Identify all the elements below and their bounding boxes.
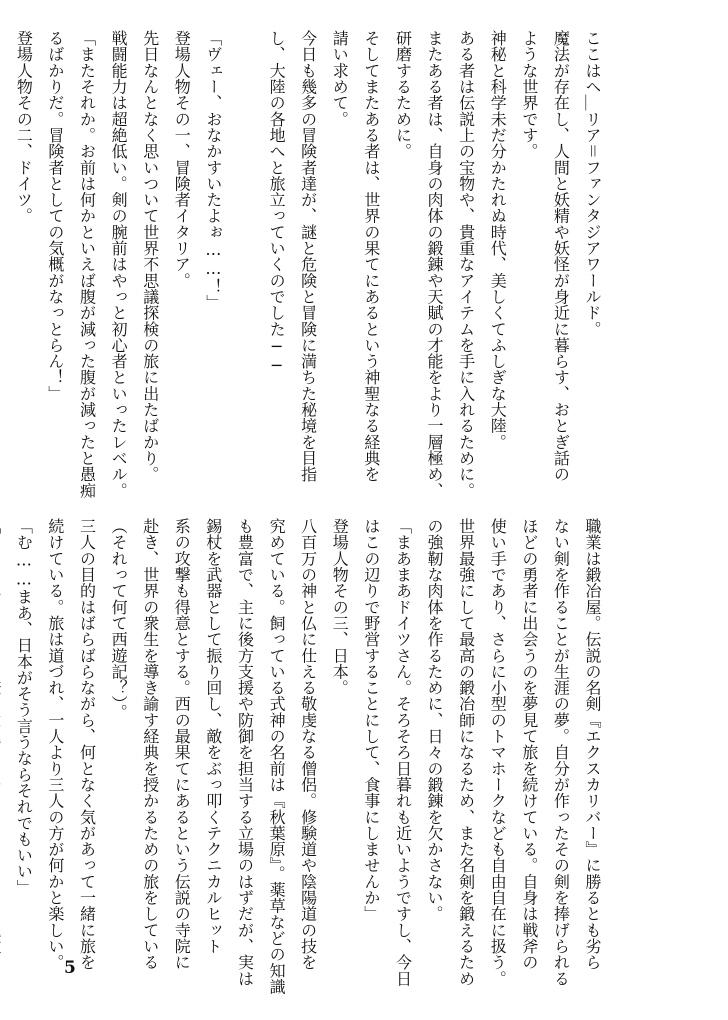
text-line: ほどの勇者に出会うのを夢見て旅を続けている。自身は戦斧の (519, 518, 539, 971)
text-line: ある者は伝説上の宝物や、貴重なアイテムを手に入れるために。 (456, 30, 476, 499)
text-line: 請い求めて。 (330, 30, 350, 127)
text-line: ような世界です。 (519, 30, 539, 160)
lower-text-block (0, 518, 608, 995)
text-line: 研磨するために。 (393, 30, 413, 160)
text-line: 戦闘能力は超絶低い。剣の腕前はやっと初心者といったレベル。 (109, 30, 129, 499)
text-line: 「ヴェー、おなかすいたよぉ……！」 (203, 30, 223, 311)
text-line: 系の攻撃も得意とする。西の最果てにあるという伝説の寺院に (172, 518, 192, 971)
page-number: 5 (64, 958, 76, 978)
text-line: そしてまたある者は、世界の果てにあるという神聖なる経典を (361, 30, 381, 483)
blank-line (229, 30, 261, 490)
text-line: 八百万の神と仏に仕える敬虔なる僧侶。修験道や陰陽道の技を (298, 518, 318, 971)
text-line: 「またそれか。お前は何かといえば腹が減った腹が減ったと愚痴 (77, 30, 97, 499)
text-line: るばかりだ。冒険者としての気概がなっとらん！」 (45, 30, 65, 402)
text-line: 世界最強にして最高の鍛冶師になるため、また名剣を鍛えるため (456, 518, 476, 987)
text-line: 続けている。旅は道づれ、一人より三人の方が何かと楽しい。 (45, 518, 65, 971)
text-line: 登場人物その一、冒険者イタリア。 (172, 30, 192, 289)
text-line: 赴き、世界の衆生を導き諭す経典を授かるための旅をしている (140, 518, 160, 971)
text-line: 先日なんとなく思いついて世界不思議探検の旅に出たばかり。 (140, 30, 160, 483)
text-line: 登場人物その三、日本。 (330, 518, 350, 696)
text-line: 使い手であり、さらに小型のトマホークなども自由自在に扱う。 (488, 518, 508, 987)
text-line: 究めている。飼っている式神の名前は『秋葉原』。薬草などの知識 (267, 518, 287, 995)
text-line: 登場人物その二、ドイツ。 (14, 30, 34, 224)
text-line: 錫杖を武器として振り回し、敵をぶっ叩くテクニカルヒット (203, 518, 223, 955)
text-line: も豊富で、主に後方支援や防御を担当する立場のはずだが、実は (235, 518, 255, 987)
text-line: 「まあまあドイツさん。そろそろ日暮れも近いようですし、今日 (393, 518, 413, 987)
text-line: 「む……まあ、日本がそう言うならそれでもいい」 (14, 518, 34, 896)
text-line: し、大陸の各地へと旅立っていくのでした── (267, 30, 287, 376)
text-line: 魔法が存在し、人間と妖精や妖怪が身近に暮らす、おとぎ話の (551, 30, 571, 483)
text-line: 今日も幾多の冒険者達が、謎と危険と冒険に満ちた秘境を目指 (298, 30, 318, 483)
text-line: ここはヘ＿リア＝ファンタジアワールド。 (583, 30, 602, 337)
text-line: の強靭な肉体を作るために、日々の鍛錬を欠かさない。 (425, 518, 445, 922)
text-line: 職業は鍛冶屋。伝説の名剣『エクスカリバー』に勝るとも劣ら (583, 518, 602, 971)
text-line (0, 518, 8, 978)
text-line: 神秘と科学未だ分かたれぬ時代、美しくてふしぎな大陸。 (488, 30, 508, 450)
text-line: ない剣を作ることが生涯の夢。自分が作ったその剣を捧げられる (551, 518, 571, 987)
upper-text-block (8, 30, 608, 499)
text-line: はこの辺りで野営することにして、食事にしませんか」 (361, 518, 381, 922)
text-line: （それって何て西遊記？）。 (109, 518, 129, 720)
text-line: 三人の目的はばらばらながら、何となく気があって一緒に旅を (77, 518, 97, 971)
text-line: またある者は、自身の肉体の鍛錬や天賦の才能をより一層極め、 (425, 30, 445, 499)
